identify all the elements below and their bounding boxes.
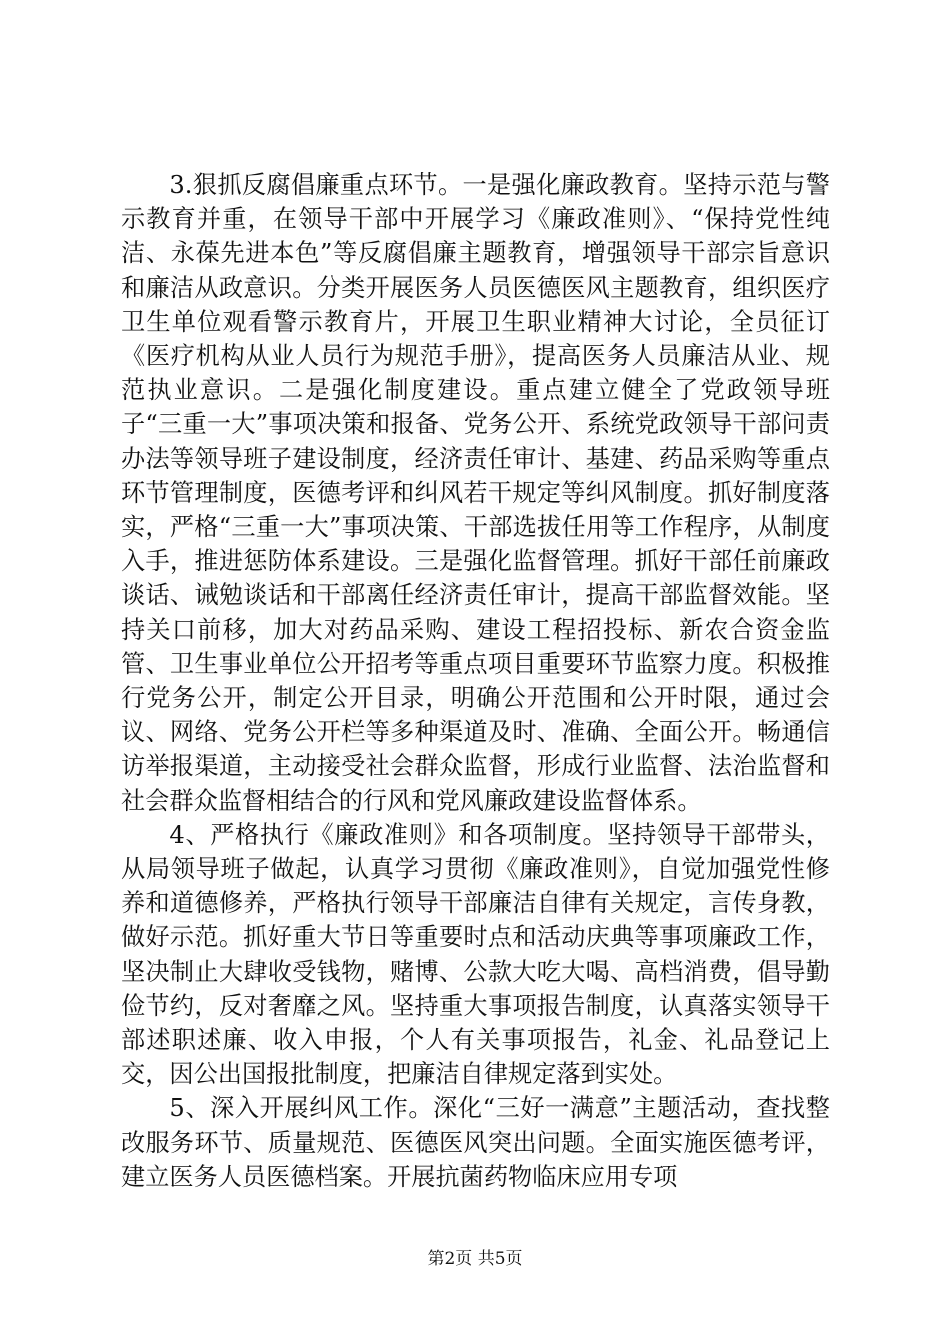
document-body [121, 168, 830, 1194]
paragraph-5: 5、深入开展纠风工作。深化“三好一满意”主题活动，查找整改服务环节、质量规范、医德医风突出问题。全面实施医德考评，建立医务人员医德档案。开展抗菌药物临床应用专项 [121, 1094, 830, 1191]
page-number-footer: 第2页 共5页 [427, 1249, 523, 1269]
paragraph-3: 3.狠抓反腐倡廉重点环节。一是强化廉政教育。坚持示范与警示教育并重，在领导干部中开展学习《廉政准则》、“保持党性纯洁、永葆先进本色”等反腐倡廉主题教育，增强领导干部宗旨意识和廉洁从政意识。分类开展医务人员医德医风主题教育，组织医疗卫生单位观看警示教育片，开展卫生职业精神大讨论，全员征订《医疗机构从业人员行为规范手册》，提高医务人员廉洁从业、规范执业意识。二是强化制度建设。重点建立健全了党政领导班子“三重一大”事项决策和报备、党务公开、系统党政领导干部问责办法等领导班子建设制度，经济责任审计、基建、药品采购等重点环节管理制度，医德考评和纠风若干规定等纠风制度。抓好制度落实，严格“三重一大”事项决策、干部选拔任用等工作程序，从制度入手，推进惩防体系建设。三是强化监督管理。抓好干部任前廉政谈话、诫勉谈话和干部离任经济责任审计，提高干部监督效能。坚持关口前移，加大对药品采购、建设工程招投标、新农合资金监管、卫生事业单位公开招考等重点项目重要环节监察力度。积极推行党务公开，制定公开目录，明确公开范围和公开时限，通过会议、网络、党务公开栏等多种渠道及时、准确、全面公开。畅通信访举报渠道，主动接受社会群众监督，形成行业监督、法治监督和社会群众监督相结合的行风和党风廉政建设监督体系。 [121, 171, 830, 815]
paragraph-4: 4、严格执行《廉政准则》和各项制度。坚持领导干部带头，从局领导班子做起，认真学习贯彻《廉政准则》，自觉加强党性修养和道德修养，严格执行领导干部廉洁自律有关规定，言传身教，做好示范。抓好重大节日等重要时点和活动庆典等事项廉政工作，坚决制止大肆收受钱物，赌博、公款大吃大喝、高档消费，倡导勤俭节约，反对奢靡之风。坚持重大事项报告制度，认真落实领导干部述职述廉、收入申报，个人有关事项报告，礼金、礼品登记上交，因公出国报批制度，把廉洁自律规定落到实处。 [121, 820, 830, 1089]
